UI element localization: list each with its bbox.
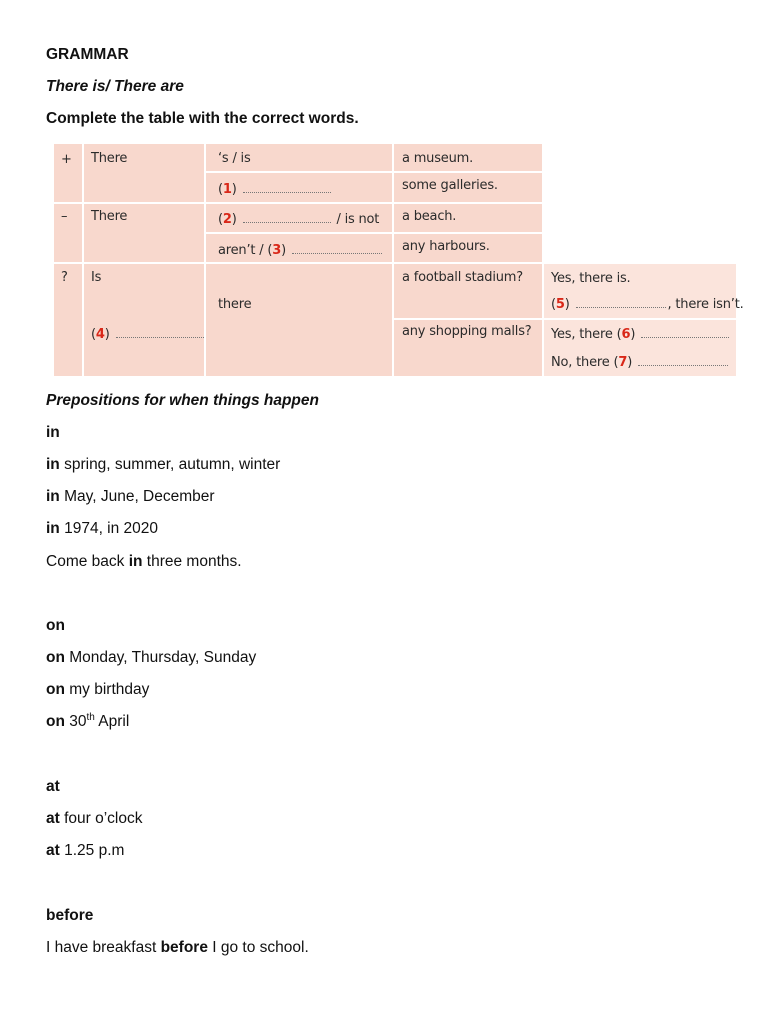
at-line-1: at four o’clock [46, 810, 143, 827]
cell-museum: a museum. [402, 151, 474, 166]
blank-2: (2) / is not [218, 212, 380, 227]
cell-there: There [91, 209, 128, 224]
cell-malls: any shopping malls? [402, 324, 532, 339]
in-line-2: in May, June, December [46, 488, 215, 505]
instruction: Complete the table with the correct words. [46, 110, 359, 127]
on-title: on [46, 617, 65, 634]
blank-5: (5) , there isn’t. [551, 297, 744, 312]
cell-galleries: some galleries. [402, 178, 498, 193]
blank-6: Yes, there (6) [551, 327, 731, 342]
on-line-2: on my birthday [46, 681, 150, 698]
blank-3: aren’t / (3) [218, 243, 384, 258]
heading: GRAMMAR [46, 46, 129, 63]
table-cell [54, 264, 82, 376]
cell-s-is: ‘s / is [218, 151, 251, 166]
blank-1: (1) [218, 182, 333, 197]
cell-yes-there-is: Yes, there is. [551, 271, 631, 286]
table-cell [54, 204, 82, 262]
table-cell [84, 264, 204, 376]
cell-is: Is [91, 270, 102, 285]
blank-4: (4) [91, 327, 206, 342]
minus-sign: – [61, 209, 68, 224]
in-line-3: in 1974, in 2020 [46, 520, 159, 537]
plus-sign: + [61, 152, 72, 167]
cell-beach: a beach. [402, 209, 457, 224]
grammar-table [54, 144, 744, 376]
blank-7: No, there (7) [551, 355, 730, 370]
at-title: at [46, 778, 60, 795]
on-line-1: on Monday, Thursday, Sunday [46, 649, 257, 666]
in-line-4: Come back in three months. [46, 553, 242, 570]
at-line-2: at 1.25 p.m [46, 842, 125, 859]
prepositions-title: Prepositions for when things happen [46, 392, 319, 409]
cell-there-mid: there [218, 297, 252, 312]
table-cell [206, 264, 392, 376]
in-title: in [46, 424, 60, 441]
subheading: There is/ There are [46, 78, 184, 95]
cell-there: There [91, 151, 128, 166]
on-line-3: on 30th April [46, 712, 130, 730]
question-sign: ? [61, 270, 68, 285]
before-title: before [46, 907, 94, 924]
cell-harbours: any harbours. [402, 239, 490, 254]
cell-stadium: a football stadium? [402, 270, 523, 285]
in-line-1: in spring, summer, autumn, winter [46, 456, 281, 473]
before-line-1: I have breakfast before I go to school. [46, 939, 309, 956]
